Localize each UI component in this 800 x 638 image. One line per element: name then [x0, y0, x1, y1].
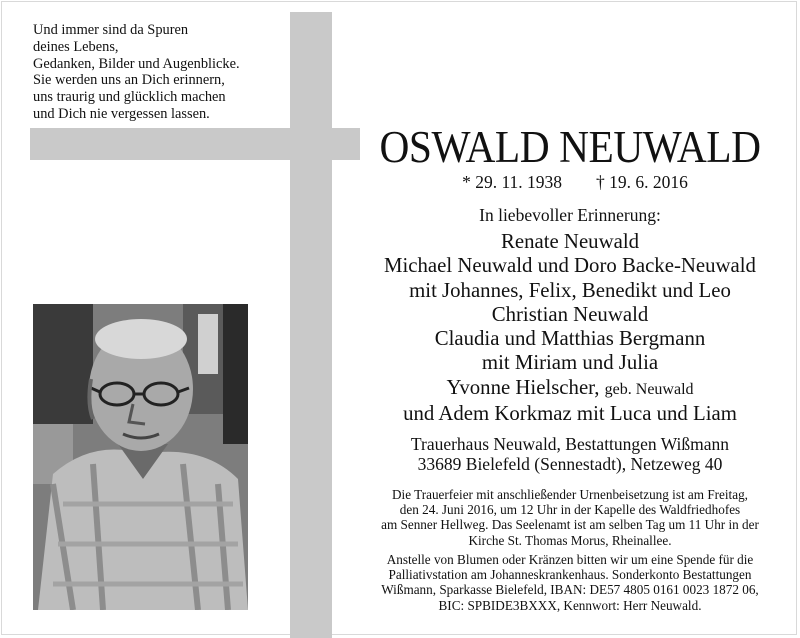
mourner-line — [343, 376, 797, 402]
poem-line: Und immer sind da Spuren — [33, 22, 189, 38]
service-line: Kirche St. Thomas Morus, Rheinallee. — [468, 532, 672, 548]
undertaker-name: Trauerhaus Neuwald, Bestattungen Wißmann — [410, 434, 730, 454]
donation-line: Palliativstation am Johanneskrankenhaus. Sonderkonto Bestattungen — [388, 567, 752, 583]
mourner-line: mit Miriam und Julia — [481, 351, 659, 375]
remembrance-heading: In liebevoller Erinnerung: — [479, 205, 661, 225]
life-dates — [400, 171, 750, 193]
undertaker-location: 33689 Bielefeld (Sennestadt), Netzeweg 40 — [417, 454, 723, 474]
poem-line: uns traurig und glücklich machen — [33, 89, 226, 106]
mourner-line: Michael Neuwald und Doro Backe-Neuwald — [384, 254, 756, 278]
poem-line: Sie werden uns an Dich erinnern, — [33, 72, 225, 89]
mourner-line: Renate Neuwald — [500, 230, 639, 253]
portrait-illustration — [33, 304, 248, 610]
mourner-line: Claudia und Matthias Bergmann — [434, 327, 706, 351]
deceased-name: OSWALD NEUWALD — [379, 122, 761, 172]
service-line: am Senner Hellweg. Das Seelenamt ist am selben Tag um 11 Uhr in der — [381, 517, 759, 533]
cross-icon-horizontal-beam — [30, 128, 360, 160]
birth-date: * 29. 11. 1938 — [462, 172, 563, 192]
donation-line: Anstelle von Blumen oder Kränzen bitten wir um eine Spende für die — [386, 552, 754, 567]
portrait-photo — [33, 304, 248, 610]
memorial-poem — [33, 22, 283, 123]
mourner-line: Christian Neuwald — [491, 302, 649, 326]
death-date: † 19. 6. 2016 — [596, 172, 688, 192]
service-line: den 24. Juni 2016, um 12 Uhr in der Kapelle des Waldfriedhofes — [399, 502, 741, 518]
donation-line: Wißmann, Sparkasse Bielefeld, IBAN: DE57 4805 0161 0023 1872 06, — [381, 582, 759, 598]
donation-request — [353, 552, 787, 613]
mourners-list — [343, 230, 797, 426]
poem-line: deines Lebens, — [33, 38, 119, 55]
service-line: Die Trauerfeier mit anschließender Urnenbeisetzung ist am Freitag, — [392, 487, 748, 502]
donation-line: BIC: SPBIDE3BXXX, Kennwort: Herr Neuwald. — [438, 597, 702, 613]
mourner-name: Yvonne Hielscher, — [446, 375, 600, 399]
cross-icon-vertical-beam — [290, 12, 332, 638]
poem-line: und Dich nie vergessen lassen. — [33, 105, 210, 122]
funeral-service-info — [353, 487, 787, 548]
mourner-line: und Adem Korkmaz mit Luca und Liam — [403, 402, 737, 426]
poem-line: Gedanken, Bilder und Augenblicke. — [33, 55, 240, 72]
mourner-line: mit Johannes, Felix, Benedikt und Leo — [409, 278, 731, 302]
undertaker-address — [343, 434, 797, 474]
mourner-birth-name: geb. Neuwald — [604, 380, 694, 398]
